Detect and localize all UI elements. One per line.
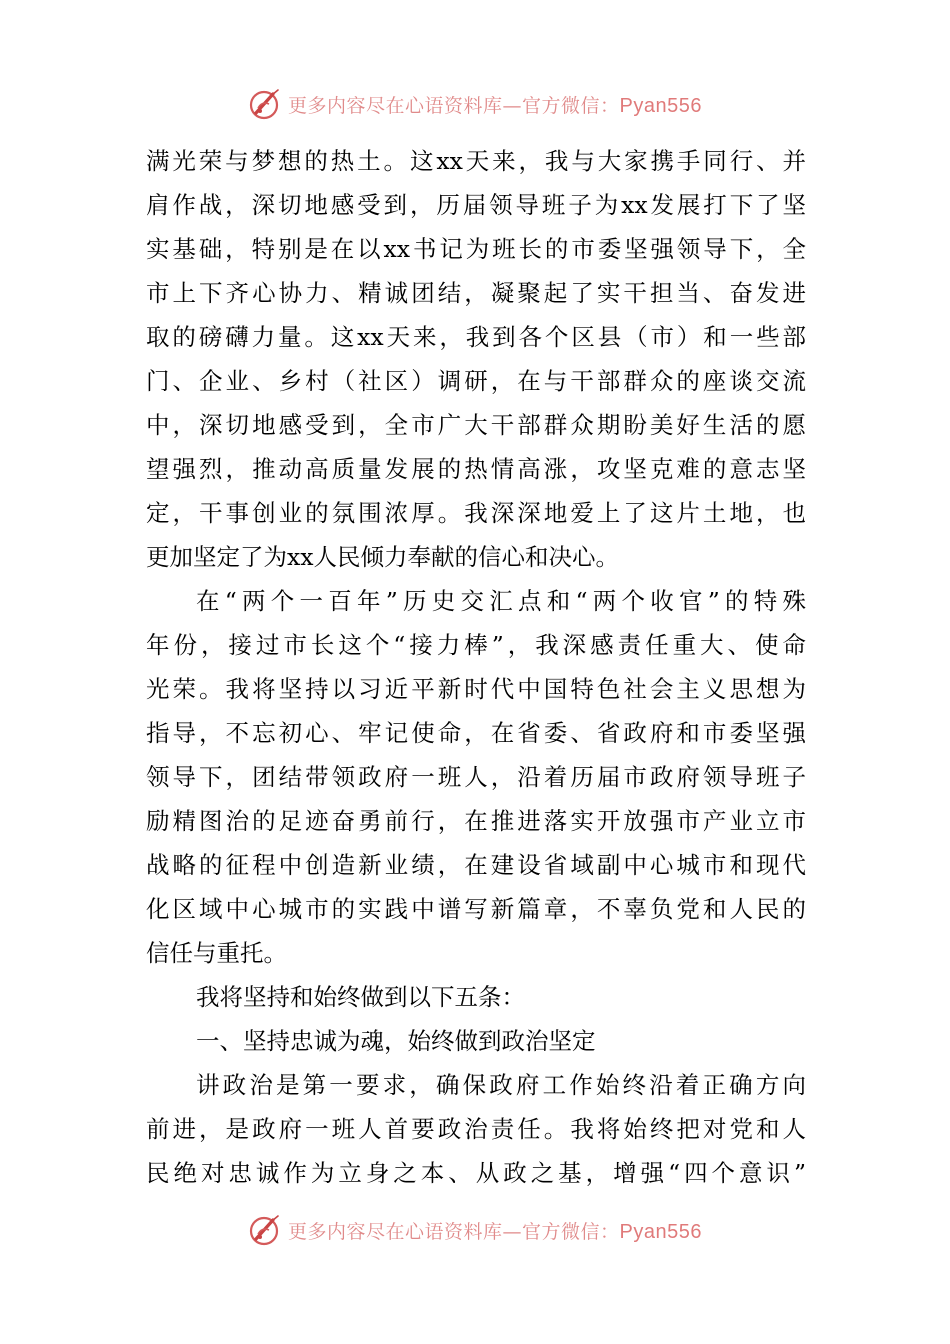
watermark-text	[288, 91, 702, 118]
watermark-wechat-id: Pyan556	[619, 94, 702, 117]
watermark-label: 更多内容尽在心语资料库—官方微信：	[288, 1220, 620, 1243]
text-line: 我将坚持和始终做到以下五条：	[196, 983, 525, 1011]
header-watermark	[0, 84, 950, 124]
text-line: 满光荣与梦想的热土。这xx天来，我与大家携手同行、并	[146, 147, 806, 175]
document-body	[146, 139, 806, 1195]
text-line: 领导下，团结带领政府一班人，沿着历届市政府领导班子	[146, 763, 806, 791]
text-line: 在“两个一百年”历史交汇点和“两个收官”的特殊	[196, 587, 806, 615]
text-line: 市上下齐心协力、精诚团结，凝聚起了实干担当、奋发进	[146, 279, 806, 307]
text-line: 取的磅礴力量。这xx天来，我到各个区县（市）和一些部	[146, 323, 806, 351]
watermark-wechat-id: Pyan556	[619, 1220, 702, 1243]
section-heading: 一、坚持忠诚为魂，始终做到政治坚定	[196, 1027, 596, 1055]
text-line: 年份，接过市长这个“接力棒”，我深感责任重大、使命	[146, 631, 806, 659]
text-line: 讲政治是第一要求，确保政府工作始终沿着正确方向	[196, 1071, 806, 1099]
watermark-label: 更多内容尽在心语资料库—官方微信：	[288, 94, 620, 117]
brush-seal-icon	[248, 87, 282, 121]
text-line: 更加坚定了为xx人民倾力奉献的信心和决心。	[146, 543, 620, 571]
text-line: 肩作战，深切地感受到，历届领导班子为xx发展打下了坚	[146, 191, 806, 219]
footer-watermark	[0, 1210, 950, 1250]
text-line: 前进，是政府一班人首要政治责任。我将始终把对党和人	[146, 1115, 806, 1143]
text-line: 战略的征程中创造新业绩，在建设省域副中心城市和现代	[146, 851, 806, 879]
text-line: 光荣。我将坚持以习近平新时代中国特色社会主义思想为	[146, 675, 806, 703]
text-line: 中，深切地感受到，全市广大干部群众期盼美好生活的愿	[146, 411, 806, 439]
text-line: 指导，不忘初心、牢记使命，在省委、省政府和市委坚强	[146, 719, 806, 747]
text-line: 信任与重托。	[146, 939, 287, 967]
text-line: 化区域中心城市的实践中谱写新篇章，不辜负党和人民的	[146, 895, 806, 923]
watermark-text	[288, 1217, 702, 1244]
text-line: 实基础，特别是在以xx书记为班长的市委坚强领导下，全	[146, 235, 806, 263]
text-line: 定，干事创业的氛围浓厚。我深深地爱上了这片土地，也	[146, 499, 806, 527]
text-line: 励精图治的足迹奋勇前行，在推进落实开放强市产业立市	[146, 807, 806, 835]
brush-seal-icon	[248, 1213, 282, 1247]
text-line: 门、企业、乡村（社区）调研，在与干部群众的座谈交流	[146, 367, 806, 395]
text-line: 望强烈，推动高质量发展的热情高涨，攻坚克难的意志坚	[146, 455, 806, 483]
text-line: 民绝对忠诚作为立身之本、从政之基，增强“四个意识”	[146, 1159, 806, 1187]
